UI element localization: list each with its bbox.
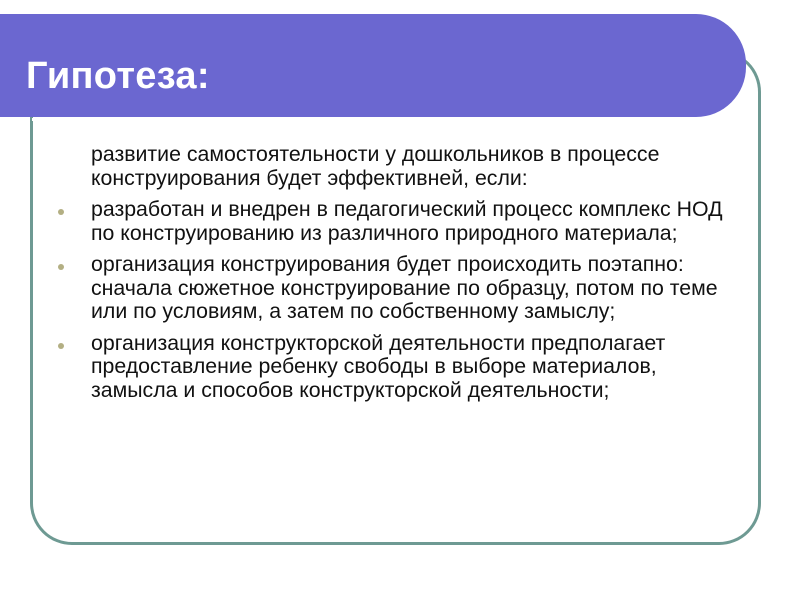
bullet-dot-icon	[58, 209, 64, 215]
body-list	[48, 143, 738, 410]
list-item-text: разработан и внедрен в педагогический процесс комплекс НОД по конструированию из различного природного материала;	[91, 197, 723, 245]
title-underline	[32, 118, 708, 121]
intro-paragraph	[48, 143, 738, 190]
bullet-dot-icon	[58, 264, 64, 270]
list-item-text: организация конструирования будет происходить поэтапно: сначала сюжетное конструирование по образцу, потом по теме или по условиям, а затем по собственному замыслу;	[91, 252, 718, 323]
list-item	[48, 198, 738, 245]
list-item	[48, 253, 738, 324]
list-item	[48, 332, 738, 403]
slide-title: Гипотеза:	[26, 55, 210, 97]
intro-text: развитие самостоятельности у дошкольников в процессе конструирования будет эффективней, если:	[91, 142, 660, 190]
bullet-dot-icon	[58, 343, 64, 349]
title-bar	[0, 14, 746, 117]
list-item-text: организация конструкторской деятельности предполагает предоставление ребенку свободы в выборе материалов, замысла и способов конструкторской деятельности;	[91, 330, 666, 402]
